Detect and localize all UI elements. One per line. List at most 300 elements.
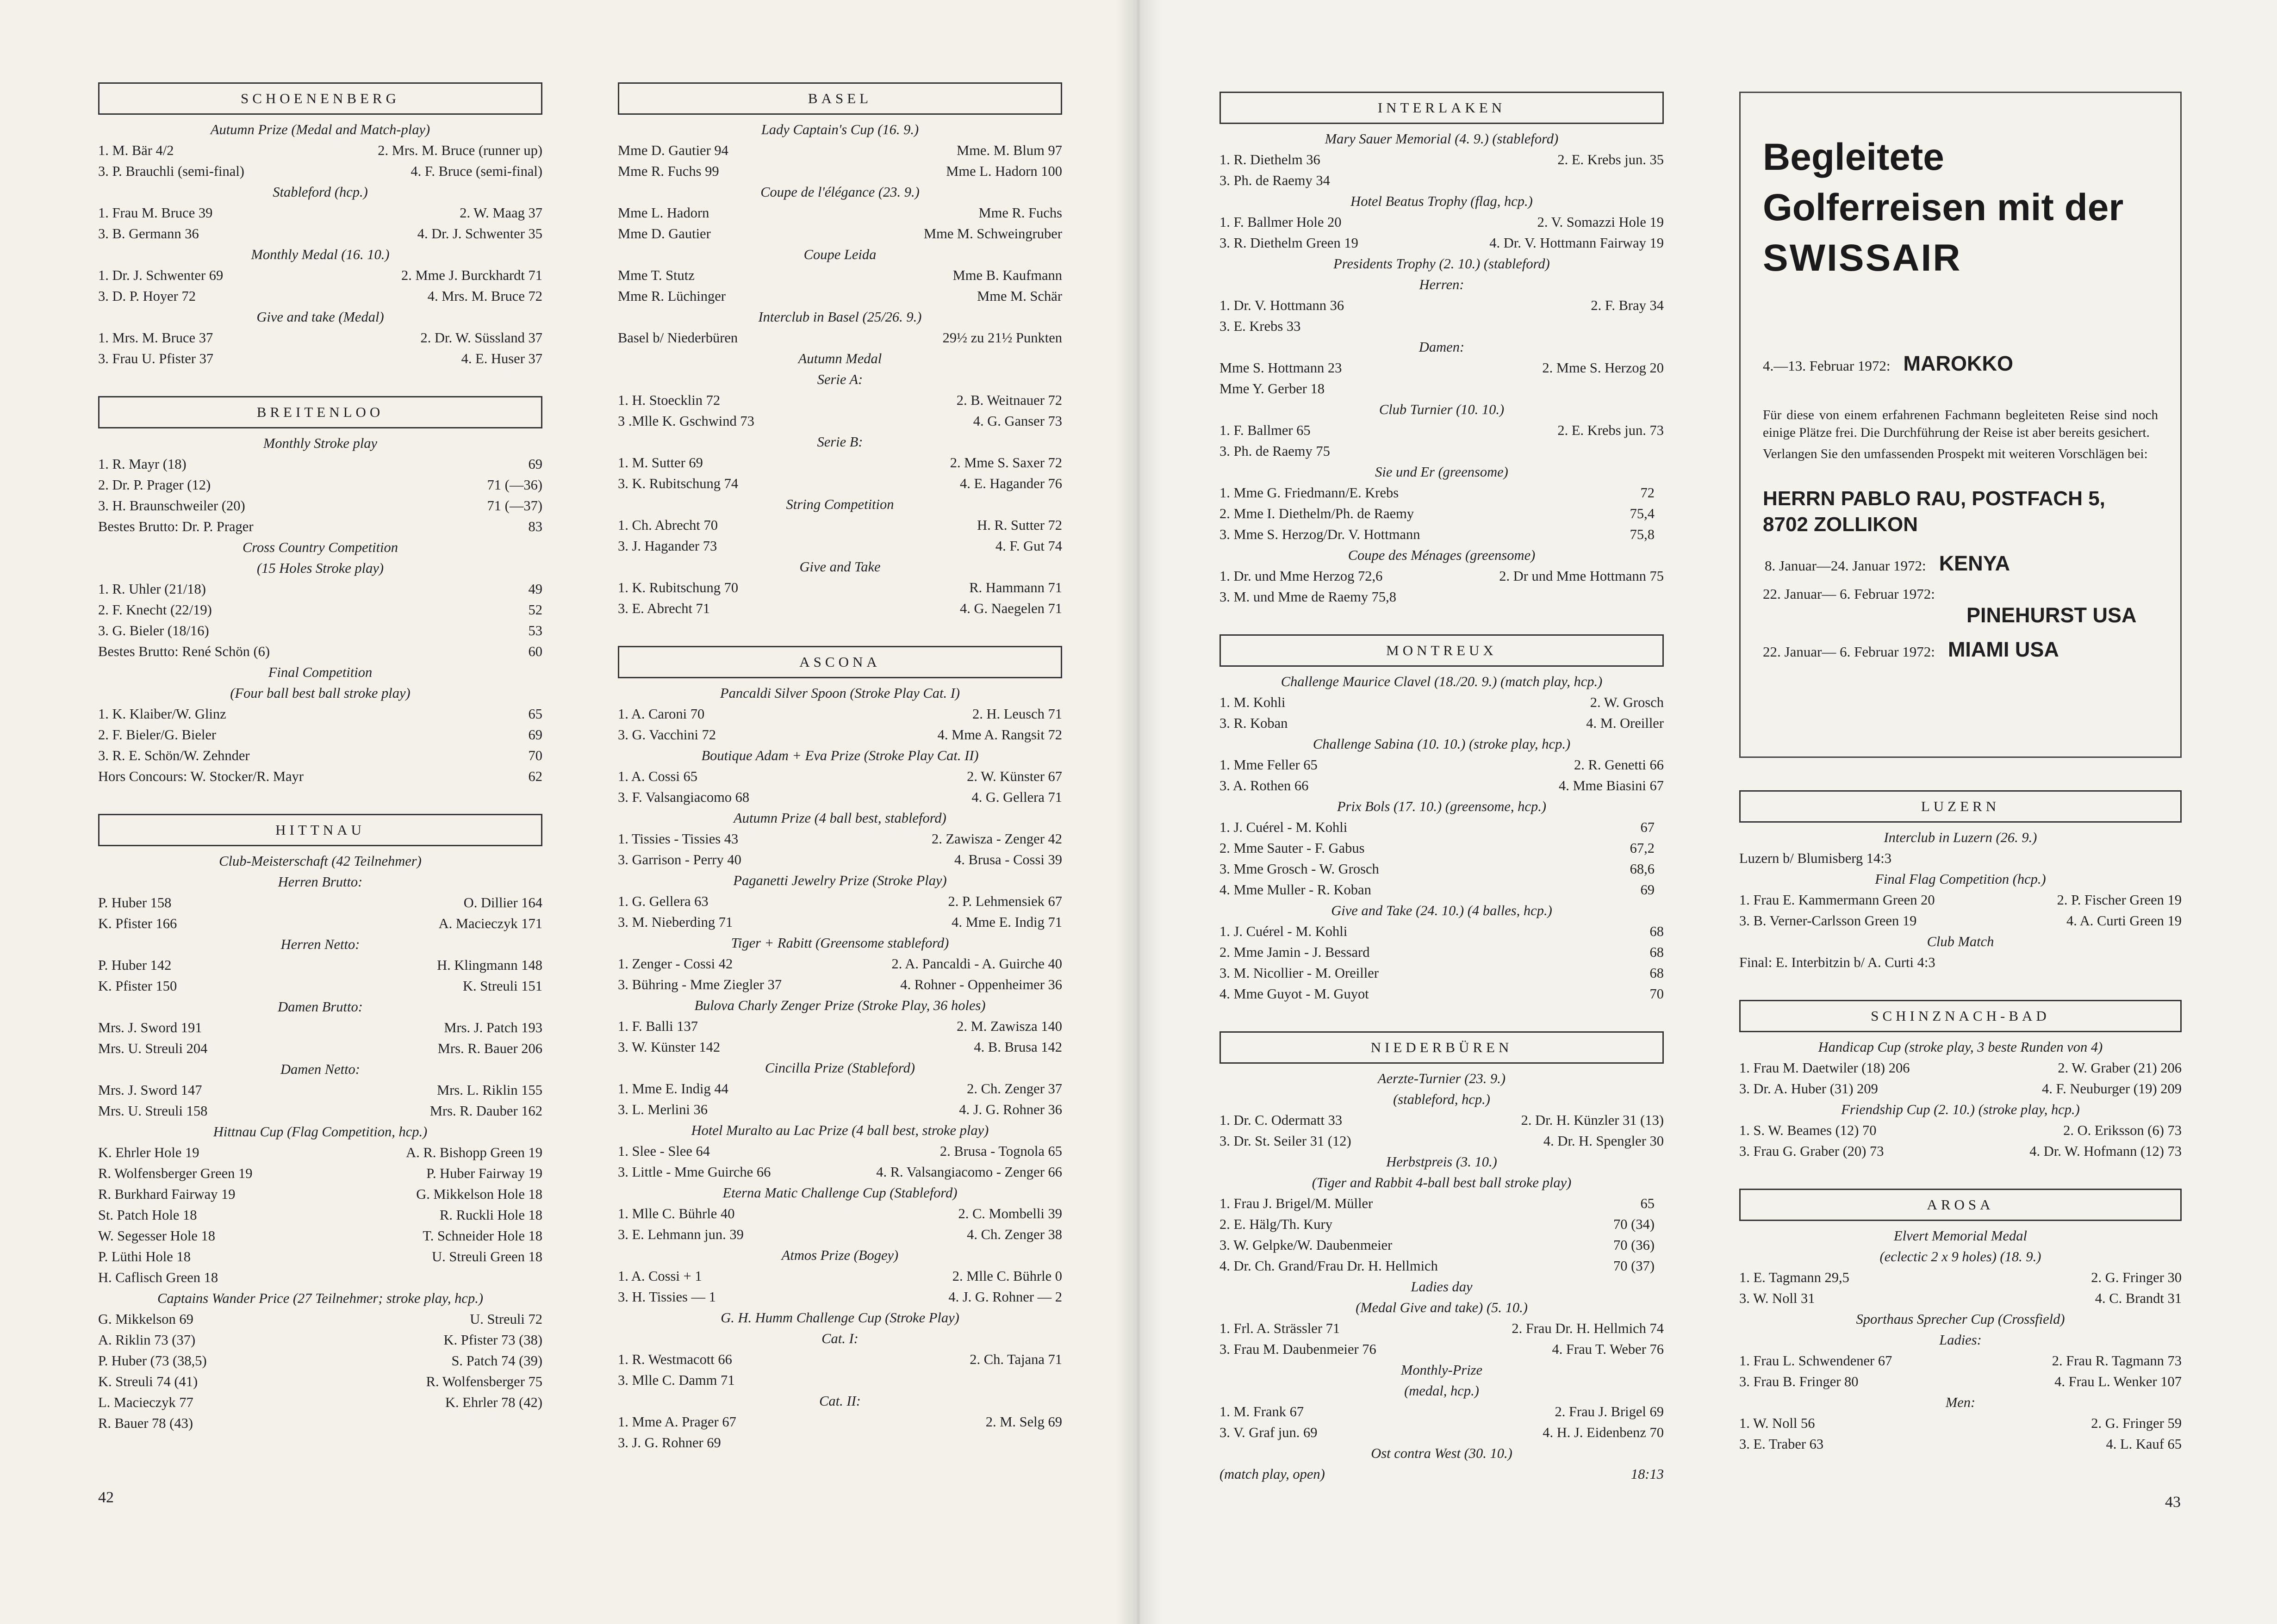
result-right: 2. Mlle C. Bührle 0 bbox=[952, 1268, 1062, 1284]
result-left: 1. F. Ballmer Hole 20 bbox=[1219, 214, 1342, 230]
result-row bbox=[1219, 775, 1664, 796]
section-title: INTERLAKEN bbox=[1219, 92, 1664, 124]
result-right: 71 (—36) bbox=[487, 477, 542, 493]
result-left: 3. R. E. Schön/W. Zehnder bbox=[98, 748, 250, 763]
result-row bbox=[1739, 1058, 2182, 1079]
event-heading: Tiger + Rabitt (Greensome stableford) bbox=[731, 935, 949, 951]
result-left: 1. A. Cossi + 1 bbox=[618, 1268, 702, 1284]
result-left: L. Macieczyk 77 bbox=[98, 1395, 193, 1410]
event-heading: Monthly Medal (16. 10.) bbox=[251, 247, 390, 262]
result-row bbox=[1219, 859, 1664, 880]
result-right: 2. Dr. W. Süssland 37 bbox=[420, 330, 542, 346]
result-right: 4. B. Brusa 142 bbox=[974, 1039, 1062, 1055]
ad-trip-marokko bbox=[1763, 352, 2158, 376]
result-right: U. Streuli Green 18 bbox=[432, 1249, 542, 1264]
result-right: 72 bbox=[1640, 485, 1655, 501]
result-right: H. Klingmann 148 bbox=[437, 957, 542, 973]
result-row bbox=[1739, 1120, 2182, 1141]
section-title: MONTREUX bbox=[1219, 634, 1664, 667]
result-right: 2. Brusa - Tognola 65 bbox=[939, 1143, 1062, 1159]
result-left: K. Pfister 150 bbox=[98, 978, 177, 994]
section-title: ASCONA bbox=[618, 646, 1062, 678]
section-niederbueren bbox=[1219, 1031, 1664, 1485]
result-right: 49 bbox=[528, 581, 542, 597]
results-list bbox=[618, 683, 1062, 1453]
result-row bbox=[618, 1079, 1062, 1099]
results-list bbox=[1739, 1037, 2182, 1162]
result-row bbox=[98, 1163, 542, 1184]
result-left: 3. Garrison - Perry 40 bbox=[618, 852, 741, 868]
result-row bbox=[98, 745, 542, 766]
event-heading: Presidents Trophy (2. 10.) (stableford) bbox=[1333, 256, 1550, 272]
result-right: 4. Dr. H. Spengler 30 bbox=[1543, 1133, 1664, 1149]
result-left: 1. W. Noll 56 bbox=[1739, 1415, 1815, 1431]
result-left: 3. B. Verner-Carlsson Green 19 bbox=[1739, 913, 1917, 929]
section-basel bbox=[618, 82, 1062, 619]
ad-headline-line: Golferreisen mit der bbox=[1763, 186, 2124, 229]
result-row bbox=[1219, 880, 1664, 900]
event-heading: (15 Holes Stroke play) bbox=[256, 560, 384, 576]
result-row bbox=[98, 1080, 542, 1101]
event-heading: Elvert Memorial Medal bbox=[1894, 1228, 2027, 1244]
event-heading: (medal, hcp.) bbox=[1404, 1383, 1479, 1399]
event-heading: Mary Sauer Memorial (4. 9.) (stableford) bbox=[1325, 131, 1559, 147]
result-row bbox=[1219, 1318, 1664, 1339]
result-left: 3. Frau B. Fringer 80 bbox=[1739, 1374, 1859, 1389]
event-heading: Monthly-Prize bbox=[1400, 1362, 1483, 1378]
result-row bbox=[1739, 911, 2182, 931]
result-right: R. Wolfensberger 75 bbox=[426, 1374, 542, 1389]
result-left: 1. K. Klaiber/W. Glinz bbox=[98, 706, 226, 722]
result-left: 1. M. Bär 4/2 bbox=[98, 143, 174, 158]
result-right: 2. A. Pancaldi - A. Guirche 40 bbox=[891, 956, 1062, 972]
event-heading: (eclectic 2 x 9 holes) (18. 9.) bbox=[1879, 1249, 2041, 1264]
result-right: 4. E. Hagander 76 bbox=[959, 476, 1062, 491]
result-row bbox=[1739, 952, 2182, 973]
result-left: Mrs. U. Streuli 158 bbox=[98, 1103, 208, 1119]
result-right: 65 bbox=[1640, 1196, 1655, 1211]
result-row bbox=[1739, 1079, 2182, 1099]
result-row bbox=[618, 912, 1062, 933]
result-left: 3. Frau U. Pfister 37 bbox=[98, 351, 214, 366]
result-left: 3. Little - Mme Guirche 66 bbox=[618, 1164, 771, 1180]
result-left: G. Mikkelson 69 bbox=[98, 1311, 193, 1327]
result-left: 1. Tissies - Tissies 43 bbox=[618, 831, 739, 847]
result-row bbox=[1219, 692, 1664, 713]
result-row bbox=[98, 496, 542, 516]
event-heading: Cincilla Prize (Stableford) bbox=[765, 1060, 915, 1076]
result-left: 3. D. P. Hoyer 72 bbox=[98, 288, 196, 304]
result-row bbox=[98, 1142, 542, 1163]
result-row bbox=[1219, 963, 1664, 984]
result-row bbox=[1219, 1422, 1664, 1443]
result-left: 3. Mme Grosch - W. Grosch bbox=[1219, 861, 1379, 877]
result-right: 4. H. J. Eidenbenz 70 bbox=[1543, 1425, 1664, 1440]
result-row bbox=[98, 579, 542, 600]
result-left: K. Ehrler Hole 19 bbox=[98, 1145, 199, 1160]
event-heading: (stableford, hcp.) bbox=[1393, 1091, 1490, 1107]
results-list bbox=[1219, 1068, 1664, 1485]
event-heading: Cat. I: bbox=[821, 1331, 859, 1346]
result-left: 3. G. Vacchini 72 bbox=[618, 727, 716, 743]
result-row bbox=[1219, 587, 1664, 607]
result-left: Bestes Brutto: Dr. P. Prager bbox=[98, 519, 254, 534]
result-right: 4. Mme Biasini 67 bbox=[1558, 778, 1664, 793]
result-right: 70 (37) bbox=[1613, 1258, 1655, 1274]
event-heading: Boutique Adam + Eva Prize (Stroke Play Cat. II) bbox=[701, 748, 979, 763]
result-left: 3. H. Tissies — 1 bbox=[618, 1289, 716, 1305]
event-heading: Sporthaus Sprecher Cup (Crossfield) bbox=[1856, 1311, 2065, 1327]
result-left: 1. R. Westmacott 66 bbox=[618, 1351, 732, 1367]
event-heading: Challenge Maurice Clavel (18./20. 9.) (match play, hcp.) bbox=[1281, 674, 1603, 689]
result-left: Mme Y. Gerber 18 bbox=[1219, 381, 1325, 397]
result-right: 2. Ch. Tajana 71 bbox=[970, 1351, 1062, 1367]
event-heading: String Competition bbox=[786, 496, 894, 512]
result-right: 2. Zawisza - Zenger 42 bbox=[931, 831, 1062, 847]
ad-headline bbox=[1763, 132, 2158, 283]
ad-headline-line: SWISSAIR bbox=[1763, 237, 1962, 279]
result-left: 1. Mme E. Indig 44 bbox=[618, 1081, 728, 1097]
event-heading: Pancaldi Silver Spoon (Stroke Play Cat. I) bbox=[720, 685, 960, 701]
result-right: 2. O. Eriksson (6) 73 bbox=[2063, 1122, 2182, 1138]
result-left: Final: E. Interbitzin b/ A. Curti 4:3 bbox=[1739, 955, 1935, 970]
result-right: 18:13 bbox=[1630, 1466, 1664, 1482]
event-heading: Aerzte-Turnier (23. 9.) bbox=[1377, 1071, 1506, 1086]
result-right: 4. G. Ganser 73 bbox=[973, 413, 1062, 429]
trip-date: 22. Januar— 6. Februar 1972: bbox=[1763, 644, 1935, 660]
result-row bbox=[1219, 378, 1664, 399]
result-row bbox=[618, 1266, 1062, 1287]
result-right: 2. R. Genetti 66 bbox=[1574, 757, 1664, 773]
result-left: R. Bauer 78 (43) bbox=[98, 1415, 193, 1431]
event-heading: Cross Country Competition bbox=[242, 539, 398, 555]
result-right: 2. P. Lehmensiek 67 bbox=[948, 893, 1062, 909]
result-right: K. Pfister 73 (38) bbox=[443, 1332, 542, 1348]
result-left: 1. Dr. J. Schwenter 69 bbox=[98, 267, 224, 283]
result-left: P. Huber 158 bbox=[98, 895, 172, 911]
result-right: Mme. M. Blum 97 bbox=[957, 143, 1062, 158]
result-left: Mrs. U. Streuli 204 bbox=[98, 1041, 208, 1056]
result-left: 1. K. Rubitschung 70 bbox=[618, 580, 739, 595]
event-heading: Give and Take (24. 10.) (4 balles, hcp.) bbox=[1331, 903, 1552, 918]
result-right: 4. F. Neuburger (19) 209 bbox=[2042, 1081, 2182, 1097]
results-list bbox=[98, 851, 542, 1434]
result-row bbox=[618, 598, 1062, 619]
result-row bbox=[98, 725, 542, 745]
result-left: 3. Mme S. Herzog/Dr. V. Hottmann bbox=[1219, 527, 1420, 542]
result-row bbox=[98, 140, 542, 161]
result-left: 1. Frau J. Brigel/M. Müller bbox=[1219, 1196, 1373, 1211]
result-right: 2. W. Maag 37 bbox=[460, 205, 542, 221]
result-left: 3. Ph. de Raemy 34 bbox=[1219, 173, 1330, 188]
result-left: 2. F. Bieler/G. Bieler bbox=[98, 727, 217, 743]
result-left: K. Pfister 166 bbox=[98, 916, 177, 931]
result-row bbox=[1219, 713, 1664, 734]
result-row bbox=[98, 620, 542, 641]
result-left: 3. J. Hagander 73 bbox=[618, 538, 717, 554]
result-left: Mrs. J. Sword 147 bbox=[98, 1082, 202, 1098]
result-right: A. Macieczyk 171 bbox=[438, 916, 542, 931]
result-left: 2. Mme I. Diethelm/Ph. de Raemy bbox=[1219, 506, 1414, 521]
event-heading: Hittnau Cup (Flag Competition, hcp.) bbox=[213, 1124, 428, 1140]
result-row bbox=[618, 328, 1062, 348]
section-schinznach-bad bbox=[1739, 1000, 2182, 1162]
ad-body-text: Verlangen Sie den umfassenden Prospekt mit weiteren Vorschlägen bei: bbox=[1763, 446, 2148, 461]
result-left: 4. Mme Muller - R. Koban bbox=[1219, 882, 1371, 898]
result-left: 1. Mme G. Friedmann/E. Krebs bbox=[1219, 485, 1399, 501]
result-row bbox=[1739, 1288, 2182, 1309]
result-left: 1. Frl. A. Strässler 71 bbox=[1219, 1320, 1340, 1336]
event-heading: Club Turnier (10. 10.) bbox=[1379, 402, 1505, 417]
result-right: 69 bbox=[528, 456, 542, 472]
result-left: 3. W. Gelpke/W. Daubenmeier bbox=[1219, 1237, 1393, 1253]
section-title: BREITENLOO bbox=[98, 396, 542, 428]
result-row bbox=[1219, 441, 1664, 462]
result-left: 1. Dr. C. Odermatt 33 bbox=[1219, 1112, 1343, 1128]
result-row bbox=[1219, 1401, 1664, 1422]
event-heading: G. H. Humm Challenge Cup (Stroke Play) bbox=[721, 1310, 959, 1326]
result-left: 3. E. Krebs 33 bbox=[1219, 318, 1301, 334]
event-heading: Final Competition bbox=[268, 664, 373, 680]
result-row bbox=[98, 1371, 542, 1392]
result-right: 68,6 bbox=[1630, 861, 1655, 877]
event-heading: Challenge Sabina (10. 10.) (stroke play, hcp.) bbox=[1313, 736, 1571, 752]
result-left: 3 .Mlle K. Gschwind 73 bbox=[618, 413, 754, 429]
result-left: 2. Mme Sauter - F. Gabus bbox=[1219, 840, 1365, 856]
result-right: 4. Dr. W. Hofmann (12) 73 bbox=[2029, 1143, 2182, 1159]
event-heading: Herren Brutto: bbox=[278, 874, 363, 890]
result-right: R. Ruckli Hole 18 bbox=[440, 1207, 542, 1223]
result-row bbox=[1219, 1464, 1664, 1485]
results-list bbox=[1219, 671, 1664, 1004]
result-right: 68 bbox=[1649, 965, 1664, 981]
result-left: 1. J. Cuérel - M. Kohli bbox=[1219, 819, 1348, 835]
event-heading: Sie und Er (greensome) bbox=[1375, 464, 1508, 480]
result-right: 2. Frau R. Tagmann 73 bbox=[2052, 1353, 2182, 1369]
result-left: 3. W. Künster 142 bbox=[618, 1039, 721, 1055]
section-title: BASEL bbox=[618, 82, 1062, 115]
section-luzern bbox=[1739, 790, 2182, 973]
result-row bbox=[618, 286, 1062, 307]
result-right: 4. C. Brandt 31 bbox=[2095, 1290, 2182, 1306]
result-left: Mme T. Stutz bbox=[618, 267, 695, 283]
event-heading: Cat. II: bbox=[819, 1393, 861, 1409]
result-left: 1. Frau E. Kammermann Green 20 bbox=[1739, 892, 1935, 908]
event-heading: Eterna Matic Challenge Cup (Stableford) bbox=[722, 1185, 958, 1201]
result-left: 3. P. Brauchli (semi-final) bbox=[98, 163, 244, 179]
result-left: 1. A. Cossi 65 bbox=[618, 769, 698, 784]
result-right: 2. Frau J. Brigel 69 bbox=[1555, 1404, 1664, 1419]
result-left: Luzern b/ Blumisberg 14:3 bbox=[1739, 850, 1891, 866]
result-row bbox=[1739, 1371, 2182, 1392]
result-row bbox=[98, 1392, 542, 1413]
section-montreux bbox=[1219, 634, 1664, 1004]
section-title: HITTNAU bbox=[98, 814, 542, 846]
result-row bbox=[1219, 566, 1664, 587]
result-row bbox=[98, 223, 542, 244]
event-heading: Prix Bols (17. 10.) (greensome, hcp.) bbox=[1337, 799, 1547, 814]
result-left: P. Lüthi Hole 18 bbox=[98, 1249, 191, 1264]
result-left: 3. A. Rothen 66 bbox=[1219, 778, 1309, 793]
result-left: 3. H. Braunschweiler (20) bbox=[98, 498, 245, 514]
result-left: 1. Frau L. Schwendener 67 bbox=[1739, 1353, 1892, 1369]
result-right: Mrs. R. Bauer 206 bbox=[437, 1041, 542, 1056]
result-right: 71 (—37) bbox=[487, 498, 542, 514]
result-left: 3. F. Valsangiacomo 68 bbox=[618, 789, 750, 805]
result-right: 70 bbox=[528, 748, 542, 763]
result-right: 4. M. Oreiller bbox=[1586, 715, 1664, 731]
result-left: P. Huber 142 bbox=[98, 957, 172, 973]
result-right: 2. W. Graber (21) 206 bbox=[2058, 1060, 2182, 1076]
result-right: 4. G. Gellera 71 bbox=[971, 789, 1062, 805]
result-right: K. Streuli 151 bbox=[463, 978, 542, 994]
event-heading: Ost contra West (30. 10.) bbox=[1371, 1445, 1512, 1461]
event-heading: (Medal Give and take) (5. 10.) bbox=[1356, 1300, 1528, 1315]
result-left: Mme S. Hottmann 23 bbox=[1219, 360, 1342, 376]
result-left: Mme R. Lüchinger bbox=[618, 288, 726, 304]
result-right: Mrs. R. Dauber 162 bbox=[429, 1103, 542, 1119]
result-right: 83 bbox=[528, 519, 542, 534]
event-heading: Club Match bbox=[1927, 934, 1994, 949]
event-heading: Handicap Cup (stroke play, 3 beste Runden von 4) bbox=[1818, 1039, 2103, 1055]
result-right: 69 bbox=[1640, 882, 1655, 898]
result-right: 65 bbox=[528, 706, 542, 722]
result-row bbox=[98, 328, 542, 348]
result-row bbox=[618, 1203, 1062, 1224]
result-row bbox=[618, 725, 1062, 745]
result-right: 2. Mme J. Burckhardt 71 bbox=[401, 267, 542, 283]
event-heading: Autumn Medal bbox=[798, 351, 882, 366]
result-left: 3. E. Traber 63 bbox=[1739, 1436, 1824, 1452]
result-left: 2. E. Hälg/Th. Kury bbox=[1219, 1216, 1332, 1232]
result-left: Bestes Brutto: René Schön (6) bbox=[98, 644, 270, 659]
result-left: 1. Zenger - Cossi 42 bbox=[618, 956, 733, 972]
result-right: K. Ehrler 78 (42) bbox=[445, 1395, 542, 1410]
result-row bbox=[1219, 483, 1664, 503]
result-left: 1. R. Diethelm 36 bbox=[1219, 152, 1320, 167]
result-left: 1. A. Caroni 70 bbox=[618, 706, 705, 722]
result-row bbox=[98, 475, 542, 496]
result-row bbox=[1219, 316, 1664, 337]
trip-destination: PINEHURST USA bbox=[1966, 603, 2137, 627]
left-column-2 bbox=[618, 82, 1062, 1480]
result-row bbox=[618, 1224, 1062, 1245]
result-right: 2. B. Weitnauer 72 bbox=[956, 392, 1062, 408]
result-row bbox=[98, 161, 542, 182]
ad-address-line: HERRN PABLO RAU, POSTFACH 5, bbox=[1763, 487, 2105, 510]
event-heading: Interclub in Luzern (26. 9.) bbox=[1884, 830, 2037, 845]
result-right: 2. G. Fringer 59 bbox=[2091, 1415, 2182, 1431]
result-row bbox=[98, 641, 542, 662]
result-row bbox=[618, 1141, 1062, 1162]
event-heading: Interclub in Basel (25/26. 9.) bbox=[758, 309, 922, 325]
result-row bbox=[618, 1349, 1062, 1370]
result-left: 4. Mme Guyot - M. Guyot bbox=[1219, 986, 1369, 1002]
result-right: 68 bbox=[1649, 944, 1664, 960]
result-row bbox=[98, 600, 542, 620]
result-right: O. Dillier 164 bbox=[463, 895, 542, 911]
result-left: 1. Ch. Abrecht 70 bbox=[618, 517, 718, 533]
ad-headline-line: Begleitete bbox=[1763, 136, 1944, 178]
result-row bbox=[1219, 1256, 1664, 1277]
result-left: R. Burkhard Fairway 19 bbox=[98, 1186, 236, 1202]
event-heading: Coupe de l'élégance (23. 9.) bbox=[760, 184, 920, 200]
result-left: 1. H. Stoecklin 72 bbox=[618, 392, 721, 408]
result-right: R. Hammann 71 bbox=[969, 580, 1062, 595]
result-left: 1. F. Ballmer 65 bbox=[1219, 422, 1311, 438]
result-row bbox=[98, 1226, 542, 1246]
result-right: 4. L. Kauf 65 bbox=[2106, 1436, 2182, 1452]
result-row bbox=[618, 577, 1062, 598]
result-right: 4. F. Bruce (semi-final) bbox=[411, 163, 542, 179]
result-right: S. Patch 74 (39) bbox=[451, 1353, 542, 1369]
section-ascona bbox=[618, 646, 1062, 1453]
result-row bbox=[618, 1016, 1062, 1037]
result-left: 2. Mme Jamin - J. Bessard bbox=[1219, 944, 1370, 960]
result-row bbox=[1739, 890, 2182, 911]
event-heading: Paganetti Jewelry Prize (Stroke Play) bbox=[733, 873, 947, 888]
result-left: 1. G. Gellera 63 bbox=[618, 893, 709, 909]
result-row bbox=[618, 766, 1062, 787]
result-right: H. R. Sutter 72 bbox=[977, 517, 1062, 533]
result-left: 1. F. Balli 137 bbox=[618, 1018, 698, 1034]
result-right: 4. R. Valsangiacomo - Zenger 66 bbox=[876, 1164, 1062, 1180]
result-right: 2. C. Mombelli 39 bbox=[958, 1206, 1062, 1221]
result-right: 4. Mme A. Rangsit 72 bbox=[937, 727, 1062, 743]
result-left: (match play, open) bbox=[1219, 1466, 1325, 1482]
event-heading: Damen: bbox=[1418, 339, 1465, 355]
result-left: 3. Dr. St. Seiler 31 (12) bbox=[1219, 1133, 1351, 1149]
result-left: 3. B. Germann 36 bbox=[98, 226, 199, 242]
result-row bbox=[1219, 1339, 1664, 1360]
ad-body-text: Für diese von einem erfahrenen Fachmann begleiteten Reise sind noch einige Plätze frei. Die Durchführung der Reise ist aber bereits gesichert. bbox=[1763, 408, 2158, 440]
result-left: Mme R. Fuchs 99 bbox=[618, 163, 719, 179]
result-left: 1. Mlle C. Bührle 40 bbox=[618, 1206, 735, 1221]
result-left: 1. M. Kohli bbox=[1219, 694, 1286, 710]
result-right: 4. Rohner - Oppenheimer 36 bbox=[900, 977, 1062, 992]
result-right: 62 bbox=[528, 769, 542, 784]
event-heading: Friendship Cup (2. 10.) (stroke play, hcp.) bbox=[1841, 1102, 2080, 1117]
result-left: 1. Frau M. Daetwiler (18) 206 bbox=[1739, 1060, 1910, 1076]
trip-destination: MIAMI USA bbox=[1947, 638, 2059, 661]
ad-address-line: 8702 ZOLLIKON bbox=[1763, 513, 1918, 536]
result-row bbox=[618, 954, 1062, 974]
result-right: 2. Frau Dr. H. Hellmich 74 bbox=[1512, 1320, 1664, 1336]
results-list bbox=[1219, 129, 1664, 607]
result-left: 4. Dr. Ch. Grand/Frau Dr. H. Hellmich bbox=[1219, 1258, 1438, 1274]
right-column-2 bbox=[1739, 790, 2182, 1481]
result-row bbox=[618, 891, 1062, 912]
event-heading: Herbstpreis (3. 10.) bbox=[1386, 1154, 1497, 1170]
results-list bbox=[1739, 827, 2182, 973]
result-left: Mrs. J. Sword 191 bbox=[98, 1020, 202, 1035]
event-heading: Herren Netto: bbox=[280, 936, 360, 952]
result-row bbox=[618, 1432, 1062, 1453]
result-right: 4. Mme E. Indig 71 bbox=[952, 914, 1062, 930]
section-title: SCHINZNACH-BAD bbox=[1739, 1000, 2182, 1032]
result-left: R. Wolfensberger Green 19 bbox=[98, 1165, 253, 1181]
result-row bbox=[1219, 233, 1664, 254]
left-page bbox=[0, 0, 1138, 1624]
result-left: 1. S. W. Beames (12) 70 bbox=[1739, 1122, 1877, 1138]
result-right: 2. W. Grosch bbox=[1590, 694, 1664, 710]
event-heading: Final Flag Competition (hcp.) bbox=[1875, 871, 2046, 887]
result-right: 4. G. Naegelen 71 bbox=[959, 601, 1062, 616]
result-right: 4. J. G. Rohner — 2 bbox=[948, 1289, 1062, 1305]
result-left: 3. M. Nicollier - M. Oreiller bbox=[1219, 965, 1379, 981]
result-right: 29½ zu 21½ Punkten bbox=[942, 330, 1062, 346]
result-right: 2. P. Fischer Green 19 bbox=[2057, 892, 2182, 908]
